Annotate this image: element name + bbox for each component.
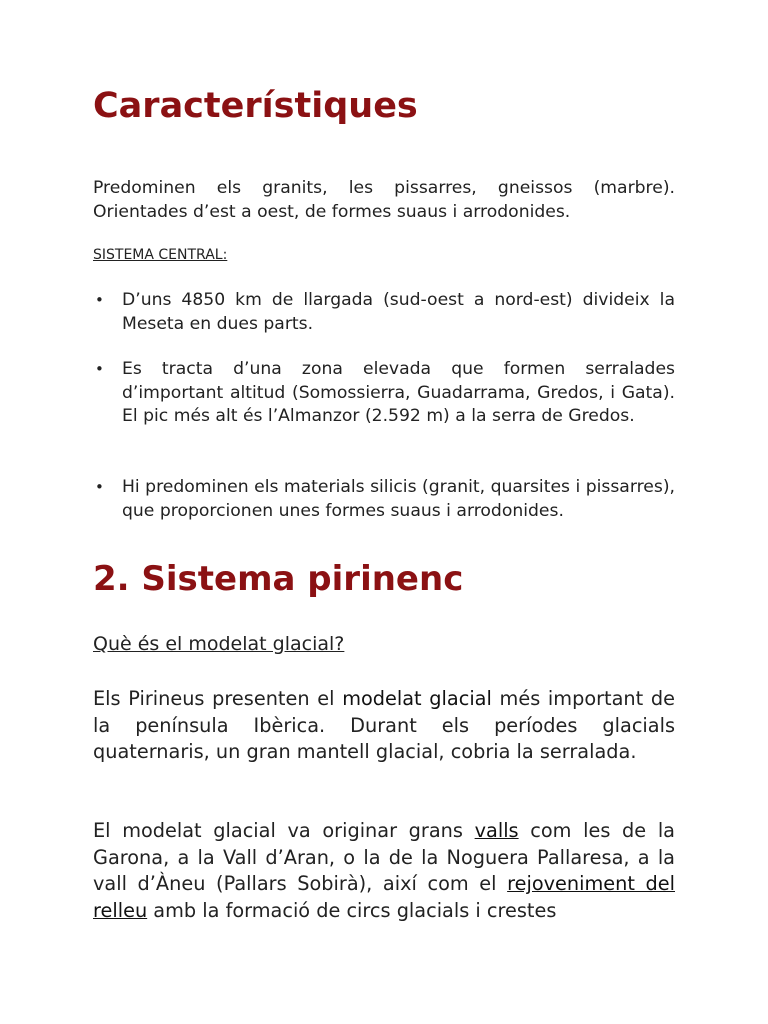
list-item [93, 358, 675, 429]
text-run: amb la formació de circs glacials i crestes [147, 898, 557, 922]
underlined-term-rejoveniment: rejoveniment del relleu [93, 872, 675, 922]
bullet-icon: • [95, 478, 104, 496]
paragraph-valls [93, 818, 675, 924]
section-title-sistema-pirinenc: 2. Sistema pirinenc [93, 559, 464, 599]
list-item [93, 289, 675, 336]
underlined-term-valls: valls [474, 819, 519, 842]
section-title-caracteristiques: Característiques [93, 86, 418, 126]
bullet-icon: • [95, 360, 104, 378]
bullet-icon: • [95, 291, 104, 309]
bullet-text: Es tracta d’una zona elevada que formen serralades d’important altitud (Somossierra, Guadarrama, Gredos, i Gata). El pic més alt és l’Almanzor (2.592 m) a la serra de Gredos. [122, 359, 675, 426]
question-heading: Què és el modelat glacial? [93, 633, 345, 655]
bullet-text: Hi predominen els materials silicis (granit, quarsites i pissarres), que proporcionen unes formes suaus i arrodonides. [122, 477, 675, 521]
bullet-text: D’uns 4850 km de llargada (sud-oest a nord-est) divideix la Meseta en dues parts. [122, 290, 675, 334]
text-run: més important de la península Ibèrica. Durant els períodes glacials quaternaris, un gran mantell glacial, cobria la serralada. [93, 687, 675, 764]
paragraph-modelat [93, 686, 675, 766]
text-run: com les de la Garona, a la Vall d’Aran, o la de la Noguera Pallaresa, a la vall d’Àneu (Pallars Sobirà), així com el [93, 819, 675, 896]
subheading-sistema-central: SISTEMA CENTRAL: [93, 247, 228, 263]
intro-paragraph: Predominen els granits, les pissarres, gneissos (marbre). Orientades d’est a oest, de formes suaus i arrodonides. [93, 178, 675, 222]
text-run: Els Pirineus presenten el [93, 687, 343, 710]
text-run: El modelat glacial va originar grans [93, 819, 475, 842]
emphasis-text: modelat glacial [342, 687, 492, 710]
list-item [93, 476, 675, 523]
